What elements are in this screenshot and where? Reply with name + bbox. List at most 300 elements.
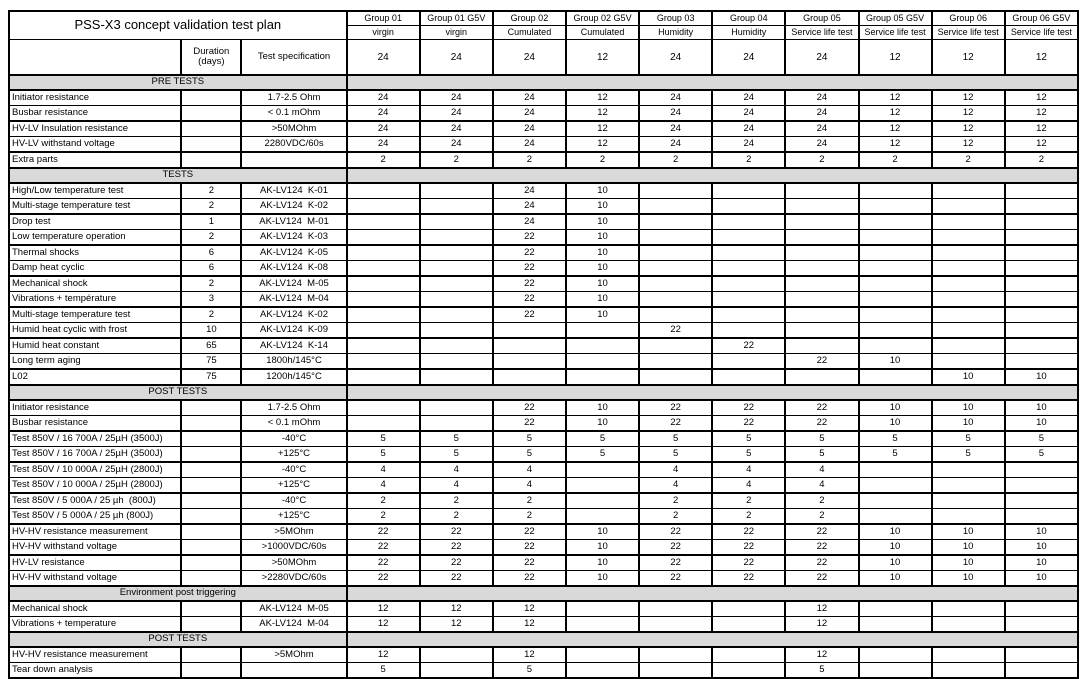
value-cell <box>859 663 932 679</box>
value-cell <box>347 338 420 354</box>
table-row <box>9 245 1078 261</box>
value-cell: 12 <box>932 90 1005 106</box>
value-cell: 24 <box>639 106 712 122</box>
value-cell: 24 <box>785 90 858 106</box>
value-cell: 2 <box>785 509 858 525</box>
value-cell <box>1005 478 1078 494</box>
value-cell: 10 <box>1005 369 1078 385</box>
test-name-cell: HV-HV withstand voltage <box>9 571 181 587</box>
duration-cell <box>181 493 241 509</box>
value-cell: 4 <box>493 478 566 494</box>
value-cell <box>1005 199 1078 215</box>
value-cell: 4 <box>785 462 858 478</box>
value-cell: 2 <box>347 493 420 509</box>
section-label: POST TESTS <box>9 385 347 400</box>
test-name-cell: Low temperature operation <box>9 230 181 246</box>
test-name-cell: Multi-stage temperature test <box>9 199 181 215</box>
test-plan-table <box>8 10 1079 679</box>
spec-cell: 1.7-2.5 Ohm <box>241 90 346 106</box>
value-cell: 10 <box>566 571 639 587</box>
group-name-cell: Group 02 G5V <box>566 11 639 26</box>
value-cell <box>1005 493 1078 509</box>
value-cell <box>932 307 1005 323</box>
value-cell <box>347 214 420 230</box>
section-fill <box>347 168 1078 183</box>
spec-cell: AK-LV124 M-01 <box>241 214 346 230</box>
value-cell <box>420 416 493 432</box>
value-cell <box>785 307 858 323</box>
value-cell <box>347 183 420 199</box>
value-cell: 5 <box>785 431 858 447</box>
section-fill <box>347 632 1078 647</box>
value-cell: 22 <box>639 555 712 571</box>
test-name-cell: Test 850V / 16 700A / 25µH (3500J) <box>9 431 181 447</box>
value-cell <box>859 292 932 308</box>
value-cell <box>932 214 1005 230</box>
value-cell: 5 <box>859 447 932 463</box>
value-cell: 12 <box>493 601 566 617</box>
spec-cell: < 0.1 mOhm <box>241 416 346 432</box>
test-name-cell: Drop test <box>9 214 181 230</box>
spec-cell: AK-LV124 M-05 <box>241 601 346 617</box>
value-cell: 22 <box>785 571 858 587</box>
value-cell: 2 <box>932 152 1005 168</box>
value-cell <box>859 245 932 261</box>
duration-cell <box>181 462 241 478</box>
test-name-cell: Tear down analysis <box>9 663 181 679</box>
value-cell <box>639 261 712 277</box>
table-row <box>9 152 1078 168</box>
test-name-cell: Vibrations + temperature <box>9 617 181 633</box>
section-row <box>9 385 1078 400</box>
group-name-cell: Group 05 <box>785 11 858 26</box>
duration-cell: 2 <box>181 183 241 199</box>
value-cell <box>932 462 1005 478</box>
duration-cell <box>181 571 241 587</box>
value-cell: 22 <box>785 354 858 370</box>
section-fill <box>347 385 1078 400</box>
duration-cell: 1 <box>181 214 241 230</box>
value-cell <box>1005 323 1078 339</box>
table-row <box>9 478 1078 494</box>
value-cell: 5 <box>932 447 1005 463</box>
value-cell: 5 <box>420 431 493 447</box>
value-cell <box>785 292 858 308</box>
test-name-cell: Test 850V / 16 700A / 25µH (3500J) <box>9 447 181 463</box>
value-cell: 22 <box>785 540 858 556</box>
value-cell: 2 <box>712 509 785 525</box>
value-cell <box>566 462 639 478</box>
value-cell: 24 <box>639 121 712 137</box>
value-cell <box>712 369 785 385</box>
value-cell: 22 <box>493 276 566 292</box>
value-cell <box>712 276 785 292</box>
spec-cell: >5MOhm <box>241 524 346 540</box>
value-cell <box>420 323 493 339</box>
value-cell <box>420 183 493 199</box>
value-cell: 12 <box>493 647 566 663</box>
spec-cell: >2280VDC/60s <box>241 571 346 587</box>
value-cell: 10 <box>1005 416 1078 432</box>
spec-cell: 1200h/145°C <box>241 369 346 385</box>
duration-cell <box>181 601 241 617</box>
duration-cell <box>181 524 241 540</box>
test-name-cell: Test 850V / 10 000A / 25µH (2800J) <box>9 478 181 494</box>
group-type-cell: Service life test <box>859 26 932 40</box>
value-cell <box>932 338 1005 354</box>
value-cell <box>859 199 932 215</box>
test-name-cell: Damp heat cyclic <box>9 261 181 277</box>
spec-cell: -40°C <box>241 493 346 509</box>
value-cell: 10 <box>566 416 639 432</box>
value-cell: 4 <box>785 478 858 494</box>
value-cell: 2 <box>712 493 785 509</box>
group-type-cell: Cumulated <box>493 26 566 40</box>
test-name-cell: Busbar resistance <box>9 106 181 122</box>
spec-header: Test specification <box>241 40 346 76</box>
value-cell: 2 <box>639 152 712 168</box>
value-cell <box>785 245 858 261</box>
value-cell <box>932 261 1005 277</box>
value-cell: 2 <box>1005 152 1078 168</box>
test-name-cell: Initiator resistance <box>9 90 181 106</box>
table-row <box>9 121 1078 137</box>
value-cell: 22 <box>493 400 566 416</box>
table-row <box>9 354 1078 370</box>
value-cell <box>785 199 858 215</box>
duration-cell <box>181 617 241 633</box>
group-type-cell: Humidity <box>712 26 785 40</box>
value-cell <box>1005 214 1078 230</box>
value-cell <box>1005 245 1078 261</box>
value-cell: 5 <box>347 447 420 463</box>
group-type-cell: Service life test <box>1005 26 1078 40</box>
value-cell: 12 <box>566 90 639 106</box>
value-cell <box>932 276 1005 292</box>
duration-header-line2: (days) <box>198 56 225 67</box>
value-cell: 12 <box>420 601 493 617</box>
value-cell <box>785 323 858 339</box>
value-cell <box>347 323 420 339</box>
value-cell: 5 <box>932 431 1005 447</box>
test-name-cell: High/Low temperature test <box>9 183 181 199</box>
value-cell: 22 <box>639 571 712 587</box>
value-cell: 5 <box>347 431 420 447</box>
value-cell: 24 <box>493 90 566 106</box>
value-cell <box>932 478 1005 494</box>
value-cell: 24 <box>639 137 712 153</box>
value-cell: 10 <box>566 276 639 292</box>
value-cell <box>493 354 566 370</box>
value-cell <box>420 199 493 215</box>
value-cell <box>347 245 420 261</box>
value-cell <box>932 601 1005 617</box>
group-type-cell: Humidity <box>639 26 712 40</box>
table-row <box>9 400 1078 416</box>
value-cell: 22 <box>712 571 785 587</box>
test-name-cell: HV-HV resistance measurement <box>9 647 181 663</box>
value-cell: 12 <box>1005 90 1078 106</box>
value-cell: 22 <box>712 555 785 571</box>
value-cell: 22 <box>347 571 420 587</box>
value-cell: 22 <box>493 307 566 323</box>
value-cell <box>712 230 785 246</box>
duration-cell <box>181 540 241 556</box>
table-row <box>9 369 1078 385</box>
group-name-cell: Group 02 <box>493 11 566 26</box>
value-cell <box>639 354 712 370</box>
value-cell <box>420 307 493 323</box>
value-cell: 12 <box>1005 106 1078 122</box>
value-cell: 10 <box>566 555 639 571</box>
section-row <box>9 586 1078 601</box>
value-cell: 12 <box>347 617 420 633</box>
value-cell <box>785 276 858 292</box>
value-cell <box>1005 509 1078 525</box>
spec-cell: AK-LV124 K-05 <box>241 245 346 261</box>
value-cell: 24 <box>785 137 858 153</box>
value-cell <box>420 214 493 230</box>
table-row <box>9 90 1078 106</box>
spec-cell: AK-LV124 K-02 <box>241 307 346 323</box>
value-cell: 2 <box>420 509 493 525</box>
value-cell <box>785 230 858 246</box>
value-cell: 12 <box>566 106 639 122</box>
value-cell <box>420 245 493 261</box>
value-cell <box>639 601 712 617</box>
value-cell <box>1005 261 1078 277</box>
table-row <box>9 462 1078 478</box>
value-cell: 22 <box>639 416 712 432</box>
value-cell: 2 <box>639 509 712 525</box>
value-cell <box>420 369 493 385</box>
table-row <box>9 230 1078 246</box>
value-cell <box>493 338 566 354</box>
value-cell: 10 <box>932 555 1005 571</box>
spec-cell: AK-LV124 K-02 <box>241 199 346 215</box>
group-name-cell: Group 06 <box>932 11 1005 26</box>
value-cell <box>712 323 785 339</box>
value-cell: 10 <box>566 214 639 230</box>
value-cell: 10 <box>932 540 1005 556</box>
duration-cell <box>181 647 241 663</box>
value-cell <box>932 354 1005 370</box>
duration-cell: 75 <box>181 354 241 370</box>
value-cell <box>420 230 493 246</box>
value-cell <box>347 307 420 323</box>
value-cell: 22 <box>420 524 493 540</box>
duration-cell: 6 <box>181 261 241 277</box>
duration-cell <box>181 663 241 679</box>
value-cell <box>566 478 639 494</box>
value-cell <box>420 354 493 370</box>
value-cell: 24 <box>493 183 566 199</box>
value-cell: 2 <box>420 493 493 509</box>
value-cell <box>1005 647 1078 663</box>
value-cell: 22 <box>785 555 858 571</box>
value-cell <box>639 199 712 215</box>
value-cell: 10 <box>1005 540 1078 556</box>
value-cell: 24 <box>712 106 785 122</box>
value-cell: 24 <box>420 90 493 106</box>
section-label: PRE TESTS <box>9 75 347 90</box>
value-cell <box>639 338 712 354</box>
spec-cell: AK-LV124 K-14 <box>241 338 346 354</box>
value-cell <box>420 292 493 308</box>
value-cell: 10 <box>932 571 1005 587</box>
table-row <box>9 663 1078 679</box>
value-cell: 22 <box>639 323 712 339</box>
spec-cell: >5MOhm <box>241 647 346 663</box>
value-cell: 12 <box>859 121 932 137</box>
table-row <box>9 601 1078 617</box>
value-cell: 22 <box>420 540 493 556</box>
value-cell: 12 <box>932 106 1005 122</box>
table-row <box>9 323 1078 339</box>
group-name-cell: Group 05 G5V <box>859 11 932 26</box>
test-name-cell: Busbar resistance <box>9 416 181 432</box>
spec-cell: AK-LV124 M-04 <box>241 292 346 308</box>
value-cell <box>639 276 712 292</box>
value-cell: 10 <box>859 354 932 370</box>
value-cell <box>639 617 712 633</box>
value-cell <box>932 647 1005 663</box>
value-cell <box>566 663 639 679</box>
table-body <box>9 75 1078 678</box>
value-cell: 10 <box>566 230 639 246</box>
value-cell <box>932 617 1005 633</box>
value-cell <box>859 462 932 478</box>
value-cell: 10 <box>566 307 639 323</box>
group-name-cell: Group 01 G5V <box>420 11 493 26</box>
group-name-cell: Group 06 G5V <box>1005 11 1078 26</box>
value-cell: 22 <box>639 540 712 556</box>
duration-cell: 2 <box>181 230 241 246</box>
value-cell: 2 <box>859 152 932 168</box>
value-cell: 22 <box>639 400 712 416</box>
spec-cell: +125°C <box>241 509 346 525</box>
value-cell: 4 <box>420 478 493 494</box>
table-row <box>9 540 1078 556</box>
table-row <box>9 447 1078 463</box>
spec-cell: +125°C <box>241 478 346 494</box>
duration-cell <box>181 121 241 137</box>
value-cell <box>420 663 493 679</box>
value-cell <box>566 509 639 525</box>
value-cell: 24 <box>420 137 493 153</box>
value-cell: 22 <box>420 555 493 571</box>
duration-cell: 2 <box>181 276 241 292</box>
section-label: Environment post triggering <box>9 586 347 601</box>
group-name-cell: Group 04 <box>712 11 785 26</box>
test-name-cell: Thermal shocks <box>9 245 181 261</box>
table-row <box>9 137 1078 153</box>
value-cell: 2 <box>493 509 566 525</box>
value-cell: 12 <box>859 90 932 106</box>
value-cell: 2 <box>712 152 785 168</box>
value-cell: 22 <box>493 230 566 246</box>
value-cell: 10 <box>566 540 639 556</box>
spec-cell: AK-LV124 K-08 <box>241 261 346 277</box>
table-row <box>9 431 1078 447</box>
table-row <box>9 617 1078 633</box>
value-cell <box>859 493 932 509</box>
group-name-cell: Group 01 <box>347 11 420 26</box>
value-cell: 4 <box>420 462 493 478</box>
table-row <box>9 106 1078 122</box>
duration-cell: 3 <box>181 292 241 308</box>
value-cell: 10 <box>566 292 639 308</box>
value-cell: 22 <box>785 416 858 432</box>
spec-cell: AK-LV124 M-04 <box>241 617 346 633</box>
value-cell: 10 <box>1005 571 1078 587</box>
value-cell: 22 <box>493 524 566 540</box>
value-cell: 12 <box>347 601 420 617</box>
duration-cell <box>181 478 241 494</box>
value-cell: 12 <box>566 137 639 153</box>
table-title: PSS-X3 concept validation test plan <box>9 11 347 40</box>
value-cell <box>712 183 785 199</box>
test-name-cell: HV-LV resistance <box>9 555 181 571</box>
duration-cell <box>181 106 241 122</box>
table-row <box>9 338 1078 354</box>
section-fill <box>347 586 1078 601</box>
value-cell: 24 <box>712 90 785 106</box>
value-cell: 2 <box>639 493 712 509</box>
value-cell <box>639 214 712 230</box>
value-cell <box>566 338 639 354</box>
test-name-cell: Initiator resistance <box>9 400 181 416</box>
duration-cell <box>181 447 241 463</box>
test-name-cell: Extra parts <box>9 152 181 168</box>
test-name-cell: Multi-stage temperature test <box>9 307 181 323</box>
value-cell <box>932 245 1005 261</box>
value-cell: 2 <box>347 509 420 525</box>
value-cell: 22 <box>493 292 566 308</box>
value-cell: 24 <box>347 137 420 153</box>
value-cell: 4 <box>712 478 785 494</box>
value-cell <box>712 354 785 370</box>
value-cell <box>420 261 493 277</box>
value-cell <box>347 261 420 277</box>
group-name-cell: Group 03 <box>639 11 712 26</box>
table-row <box>9 416 1078 432</box>
duration-header-line1: Duration <box>193 45 230 57</box>
value-cell: 22 <box>712 540 785 556</box>
value-cell: 12 <box>785 617 858 633</box>
duration-cell <box>181 509 241 525</box>
value-cell: 5 <box>639 447 712 463</box>
spec-cell <box>241 152 346 168</box>
value-cell: 2 <box>347 152 420 168</box>
value-cell: 4 <box>639 478 712 494</box>
value-cell: 2 <box>493 493 566 509</box>
table-row <box>9 647 1078 663</box>
value-cell: 22 <box>420 571 493 587</box>
value-cell <box>712 601 785 617</box>
spec-cell: 1.7-2.5 Ohm <box>241 400 346 416</box>
value-cell <box>859 617 932 633</box>
value-cell: 2 <box>493 152 566 168</box>
value-cell: 22 <box>493 261 566 277</box>
value-cell: 24 <box>493 121 566 137</box>
value-cell: 12 <box>347 647 420 663</box>
value-cell: 24 <box>493 137 566 153</box>
spec-cell: < 0.1 mOhm <box>241 106 346 122</box>
value-cell: 24 <box>420 121 493 137</box>
value-cell <box>347 292 420 308</box>
value-cell: 12 <box>1005 137 1078 153</box>
